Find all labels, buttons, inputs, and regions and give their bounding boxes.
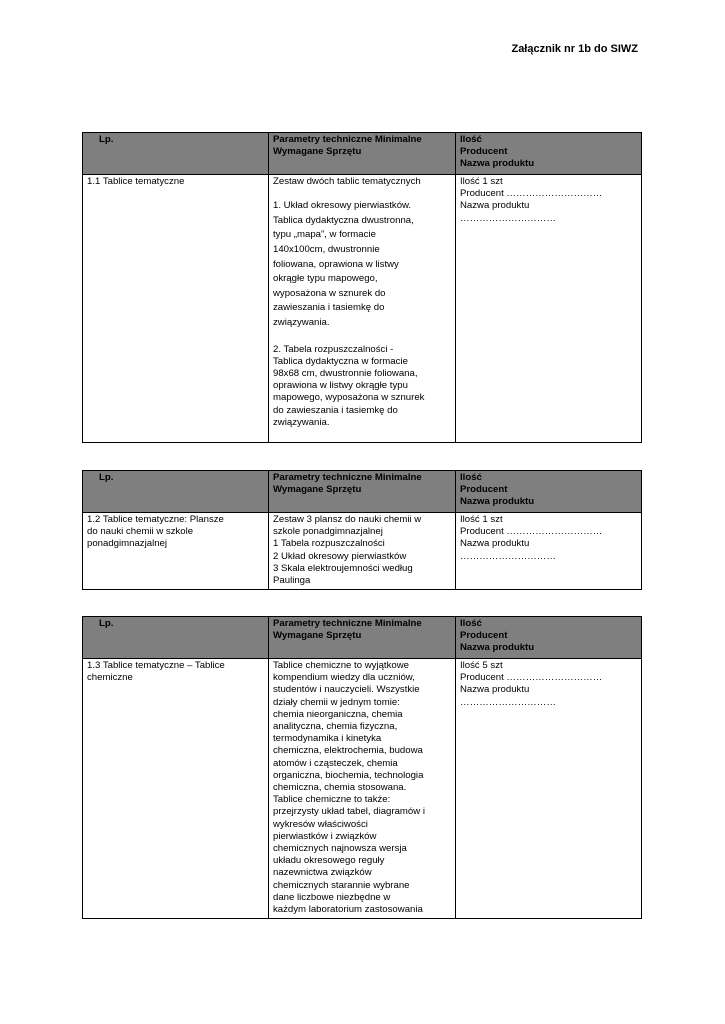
header-qty: Ilość Producent Nazwa produktu — [456, 617, 642, 659]
table-header-row — [83, 133, 642, 175]
table-row — [83, 175, 642, 443]
item-name: 1.1 Tablice tematyczne — [83, 175, 269, 443]
header-params: Parametry techniczne Minimalne Wymagane Sprzętu — [269, 471, 456, 513]
item-qty: Ilość 5 szt Producent ………………………… Nazwa produktu ………………………… — [456, 659, 642, 919]
item-params: Zestaw dwóch tablic tematycznych 1. Układ okresowy pierwiastków. Tablica dydaktyczna dwustronna, typu „mapa”, w formacie 140x100cm, dwustronnie foliowana, oprawiona w listwy okrągłe typu mapowego, wyposażona w sznurek do zawieszania i tasiemkę do związywania. 2. Tabela rozpuszczalności - Tablica dydaktyczna w formacie 98x68 cm, dwustronnie foliowana, oprawiona w listwy okrągłe typu mapowego, wyposażona w sznurek do zawieszania i tasiemkę do związywania. — [269, 175, 456, 443]
spec-table-2 — [82, 470, 642, 590]
item-params: Tablice chemiczne to wyjątkowe kompendium wiedzy dla uczniów, studentów i nauczycieli. Wszystkie działy chemii w jednym tomie: chemia nieorganiczna, chemia analityczna, chemia fizyczna, termodynamika i kinetyka chemiczna, elektrochemia, budowa atomów i cząsteczek, chemia organiczna, biochemia, technologia chemiczna, chemia stosowana. Tablice chemiczne to także: przejrzysty układ tabel, diagramów i wykresów właściwości pierwiastków i związków chemicznych najnowsza wersja układu okresowego reguły nazewnictwa związków chemicznych starannie wybrane dane liczbowe niezbędne w każdym laboratorium zastosowania — [269, 659, 456, 919]
header-params: Parametry techniczne Minimalne Wymagane Sprzętu — [269, 617, 456, 659]
table-header-row — [83, 471, 642, 513]
header-lp: Lp. — [83, 133, 269, 175]
spec-table-1 — [82, 132, 642, 443]
spec-table-3 — [82, 616, 642, 919]
header-params: Parametry techniczne Minimalne Wymagane Sprzętu — [269, 133, 456, 175]
item-params: Zestaw 3 plansz do nauki chemii w szkole ponadgimnazjalnej 1 Tabela rozpuszczalności 2 Układ okresowy pierwiastków 3 Skala elektroujemności według Paulinga — [269, 513, 456, 590]
header-lp: Lp. — [83, 471, 269, 513]
item-name: 1.3 Tablice tematyczne – Tablice chemiczne — [83, 659, 269, 919]
item-name: 1.2 Tablice tematyczne: Plansze do nauki chemii w szkole ponadgimnazjalnej — [83, 513, 269, 590]
header-qty: Ilość Producent Nazwa produktu — [456, 471, 642, 513]
item-qty: Ilość 1 szt Producent ………………………… Nazwa produktu ………………………… — [456, 513, 642, 590]
attachment-title: Załącznik nr 1b do SIWZ — [511, 43, 638, 55]
header-qty: Ilość Producent Nazwa produktu — [456, 133, 642, 175]
item-qty: Ilość 1 szt Producent ………………………… Nazwa produktu ………………………… — [456, 175, 642, 443]
table-row — [83, 513, 642, 590]
table-header-row — [83, 617, 642, 659]
header-lp: Lp. — [83, 617, 269, 659]
table-row — [83, 659, 642, 919]
